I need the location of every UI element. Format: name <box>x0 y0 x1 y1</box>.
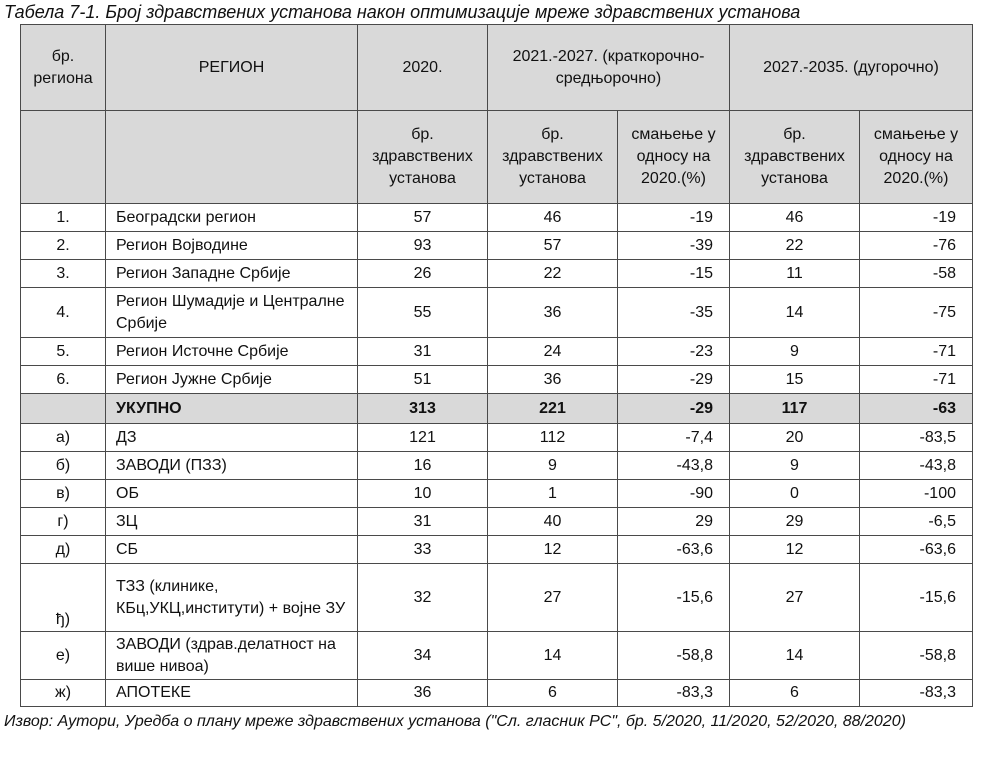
count-2020: 51 <box>358 366 488 394</box>
change-long: -75 <box>860 288 973 338</box>
institution-type: ЗЦ <box>106 508 358 536</box>
change-long: -76 <box>860 232 973 260</box>
subheader-change-short: смањење у односу на 2020.(%) <box>618 111 730 204</box>
count-2020: 55 <box>358 288 488 338</box>
change-long: -6,5 <box>860 508 973 536</box>
count-2020: 32 <box>358 564 488 632</box>
count-2020: 34 <box>358 632 488 680</box>
count-long: 29 <box>730 508 860 536</box>
table-row <box>21 338 973 366</box>
table-row <box>21 232 973 260</box>
health-institutions-table <box>20 24 973 707</box>
table-caption: Табела 7-1. Број здравствених установа након оптимизације мреже здравствених установа <box>4 2 801 22</box>
change-short: -90 <box>618 480 730 508</box>
total-label: УКУПНО <box>106 394 358 424</box>
count-2020: 31 <box>358 508 488 536</box>
count-long: 9 <box>730 338 860 366</box>
table-row <box>21 260 973 288</box>
count-short: 22 <box>488 260 618 288</box>
col-header-region: РЕГИОН <box>106 25 358 111</box>
change-short: -35 <box>618 288 730 338</box>
count-short: 112 <box>488 424 618 452</box>
change-short: 29 <box>618 508 730 536</box>
count-short: 14 <box>488 632 618 680</box>
change-short: -15,6 <box>618 564 730 632</box>
change-short: -43,8 <box>618 452 730 480</box>
institution-type: ЗАВОДИ (здрав.делатност на више нивоа) <box>106 632 358 680</box>
table-row <box>21 536 973 564</box>
type-letter: е) <box>21 632 106 680</box>
count-long: 0 <box>730 480 860 508</box>
institution-type: АПОТЕКЕ <box>106 680 358 707</box>
col-header-long-term: 2027.-2035. (дугорочно) <box>730 25 973 111</box>
change-short: -15 <box>618 260 730 288</box>
count-2020: 33 <box>358 536 488 564</box>
type-letter: г) <box>21 508 106 536</box>
source-note: Извор: Аутори, Уредба о плану мреже здравствених установа ("Сл. гласник РС", бр. 5/2020, 11/2020, 52/2020, 88/2020) <box>4 713 906 730</box>
region-number: 5. <box>21 338 106 366</box>
count-2020: 36 <box>358 680 488 707</box>
count-long: 6 <box>730 680 860 707</box>
table-row <box>21 632 973 680</box>
change-short: -39 <box>618 232 730 260</box>
change-short: -7,4 <box>618 424 730 452</box>
count-short: 27 <box>488 564 618 632</box>
institution-type: ТЗЗ (клинике, КБц,УКЦ,институти) + војне ЗУ <box>106 564 358 632</box>
header-row-top <box>21 25 973 111</box>
count-short: 46 <box>488 204 618 232</box>
header-row-sub <box>21 111 973 204</box>
change-long: -63,6 <box>860 536 973 564</box>
count-short: 9 <box>488 452 618 480</box>
change-long: -83,5 <box>860 424 973 452</box>
change-long: -58 <box>860 260 973 288</box>
count-short: 40 <box>488 508 618 536</box>
total-short: 221 <box>488 394 618 424</box>
count-2020: 31 <box>358 338 488 366</box>
total-row <box>21 394 973 424</box>
region-number: 3. <box>21 260 106 288</box>
region-number: 6. <box>21 366 106 394</box>
institution-type: ЗАВОДИ (ПЗЗ) <box>106 452 358 480</box>
institution-type: ДЗ <box>106 424 358 452</box>
region-name: Регион Западне Србије <box>106 260 358 288</box>
subheader-count-long: бр. здравствених установа <box>730 111 860 204</box>
change-long: -71 <box>860 338 973 366</box>
change-short: -83,3 <box>618 680 730 707</box>
region-name: Регион Источне Србије <box>106 338 358 366</box>
count-long: 22 <box>730 232 860 260</box>
change-short: -63,6 <box>618 536 730 564</box>
count-long: 46 <box>730 204 860 232</box>
subheader-count-2020: бр. здравствених установа <box>358 111 488 204</box>
change-long: -15,6 <box>860 564 973 632</box>
count-long: 27 <box>730 564 860 632</box>
total-number <box>21 394 106 424</box>
count-2020: 26 <box>358 260 488 288</box>
count-2020: 16 <box>358 452 488 480</box>
count-short: 24 <box>488 338 618 366</box>
count-long: 15 <box>730 366 860 394</box>
region-number: 1. <box>21 204 106 232</box>
table-row <box>21 508 973 536</box>
change-long: -100 <box>860 480 973 508</box>
type-letter: в) <box>21 480 106 508</box>
col-header-region-no: бр. региона <box>21 25 106 111</box>
type-letter: ж) <box>21 680 106 707</box>
change-long: -83,3 <box>860 680 973 707</box>
count-short: 36 <box>488 288 618 338</box>
change-short: -19 <box>618 204 730 232</box>
region-name: Регион Јужне Србије <box>106 366 358 394</box>
subheader-count-short: бр. здравствених установа <box>488 111 618 204</box>
region-number: 4. <box>21 288 106 338</box>
region-name: Регион Шумадије и Централне Србије <box>106 288 358 338</box>
change-short: -29 <box>618 366 730 394</box>
col-header-short-term: 2021.-2027. (краткорочно-средњорочно) <box>488 25 730 111</box>
count-2020: 93 <box>358 232 488 260</box>
region-name: Београдски регион <box>106 204 358 232</box>
type-letter: д) <box>21 536 106 564</box>
region-name: Регион Војводине <box>106 232 358 260</box>
change-short: -58,8 <box>618 632 730 680</box>
type-letter: ђ) <box>21 564 106 632</box>
change-long: -71 <box>860 366 973 394</box>
total-2020: 313 <box>358 394 488 424</box>
count-long: 9 <box>730 452 860 480</box>
table-row <box>21 452 973 480</box>
count-long: 14 <box>730 288 860 338</box>
region-number: 2. <box>21 232 106 260</box>
total-long: 117 <box>730 394 860 424</box>
count-long: 20 <box>730 424 860 452</box>
col-header-2020: 2020. <box>358 25 488 111</box>
table-row <box>21 424 973 452</box>
change-long: -58,8 <box>860 632 973 680</box>
change-long: -43,8 <box>860 452 973 480</box>
count-short: 57 <box>488 232 618 260</box>
table-row <box>21 564 973 632</box>
count-2020: 57 <box>358 204 488 232</box>
table-row <box>21 480 973 508</box>
count-short: 1 <box>488 480 618 508</box>
table-row <box>21 204 973 232</box>
table-row <box>21 366 973 394</box>
change-short: -23 <box>618 338 730 366</box>
total-change-long: -63 <box>860 394 973 424</box>
table-row <box>21 680 973 707</box>
count-2020: 10 <box>358 480 488 508</box>
count-long: 14 <box>730 632 860 680</box>
subheader-change-long: смањење у односу на 2020.(%) <box>860 111 973 204</box>
count-short: 6 <box>488 680 618 707</box>
type-letter: б) <box>21 452 106 480</box>
count-long: 11 <box>730 260 860 288</box>
institution-type: ОБ <box>106 480 358 508</box>
count-2020: 121 <box>358 424 488 452</box>
institution-type: СБ <box>106 536 358 564</box>
count-short: 36 <box>488 366 618 394</box>
count-short: 12 <box>488 536 618 564</box>
change-long: -19 <box>860 204 973 232</box>
table-row <box>21 288 973 338</box>
subheader-empty-region <box>106 111 358 204</box>
subheader-empty-no <box>21 111 106 204</box>
count-long: 12 <box>730 536 860 564</box>
total-change-short: -29 <box>618 394 730 424</box>
type-letter: а) <box>21 424 106 452</box>
